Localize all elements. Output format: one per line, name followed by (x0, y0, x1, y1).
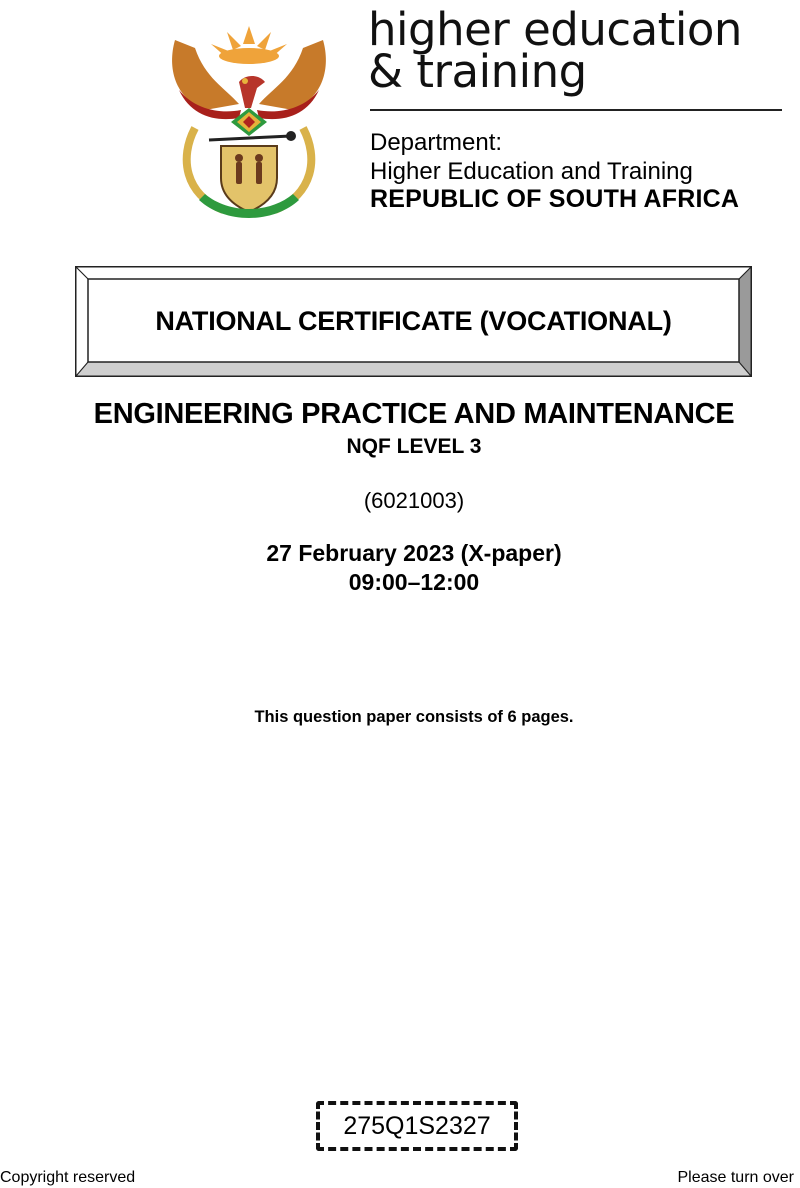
exam-time: 09:00–12:00 (348, 569, 480, 595)
certificate-banner (75, 266, 752, 377)
footer-turn-over: Please turn over (677, 1169, 794, 1186)
subject-code: (6021003) (363, 488, 465, 513)
subject-title: ENGINEERING PRACTICE AND MAINTENANCE (93, 398, 735, 430)
paper-id: 275Q1S2327 (343, 1111, 491, 1140)
brand-line-1: higher education (368, 3, 742, 56)
department-name: Higher Education and Training (370, 158, 693, 185)
certificate-title: NATIONAL CERTIFICATE (VOCATIONAL) (155, 306, 672, 336)
exam-date: 27 February 2023 (X-paper) (266, 540, 562, 566)
coat-of-arms-icon (165, 18, 333, 223)
department-label: Department: (370, 129, 503, 156)
department-branding (368, 3, 784, 213)
brand-divider (370, 109, 782, 111)
paper-id-box (316, 1101, 518, 1151)
nqf-level: NQF LEVEL 3 (346, 435, 482, 458)
country-name: REPUBLIC OF SOUTH AFRICA (370, 185, 740, 213)
footer-copyright: Copyright reserved (0, 1169, 136, 1186)
department-block (370, 128, 693, 186)
brand-line-2: & training (368, 45, 587, 98)
page-count-note: This question paper consists of 6 pages. (254, 708, 574, 726)
